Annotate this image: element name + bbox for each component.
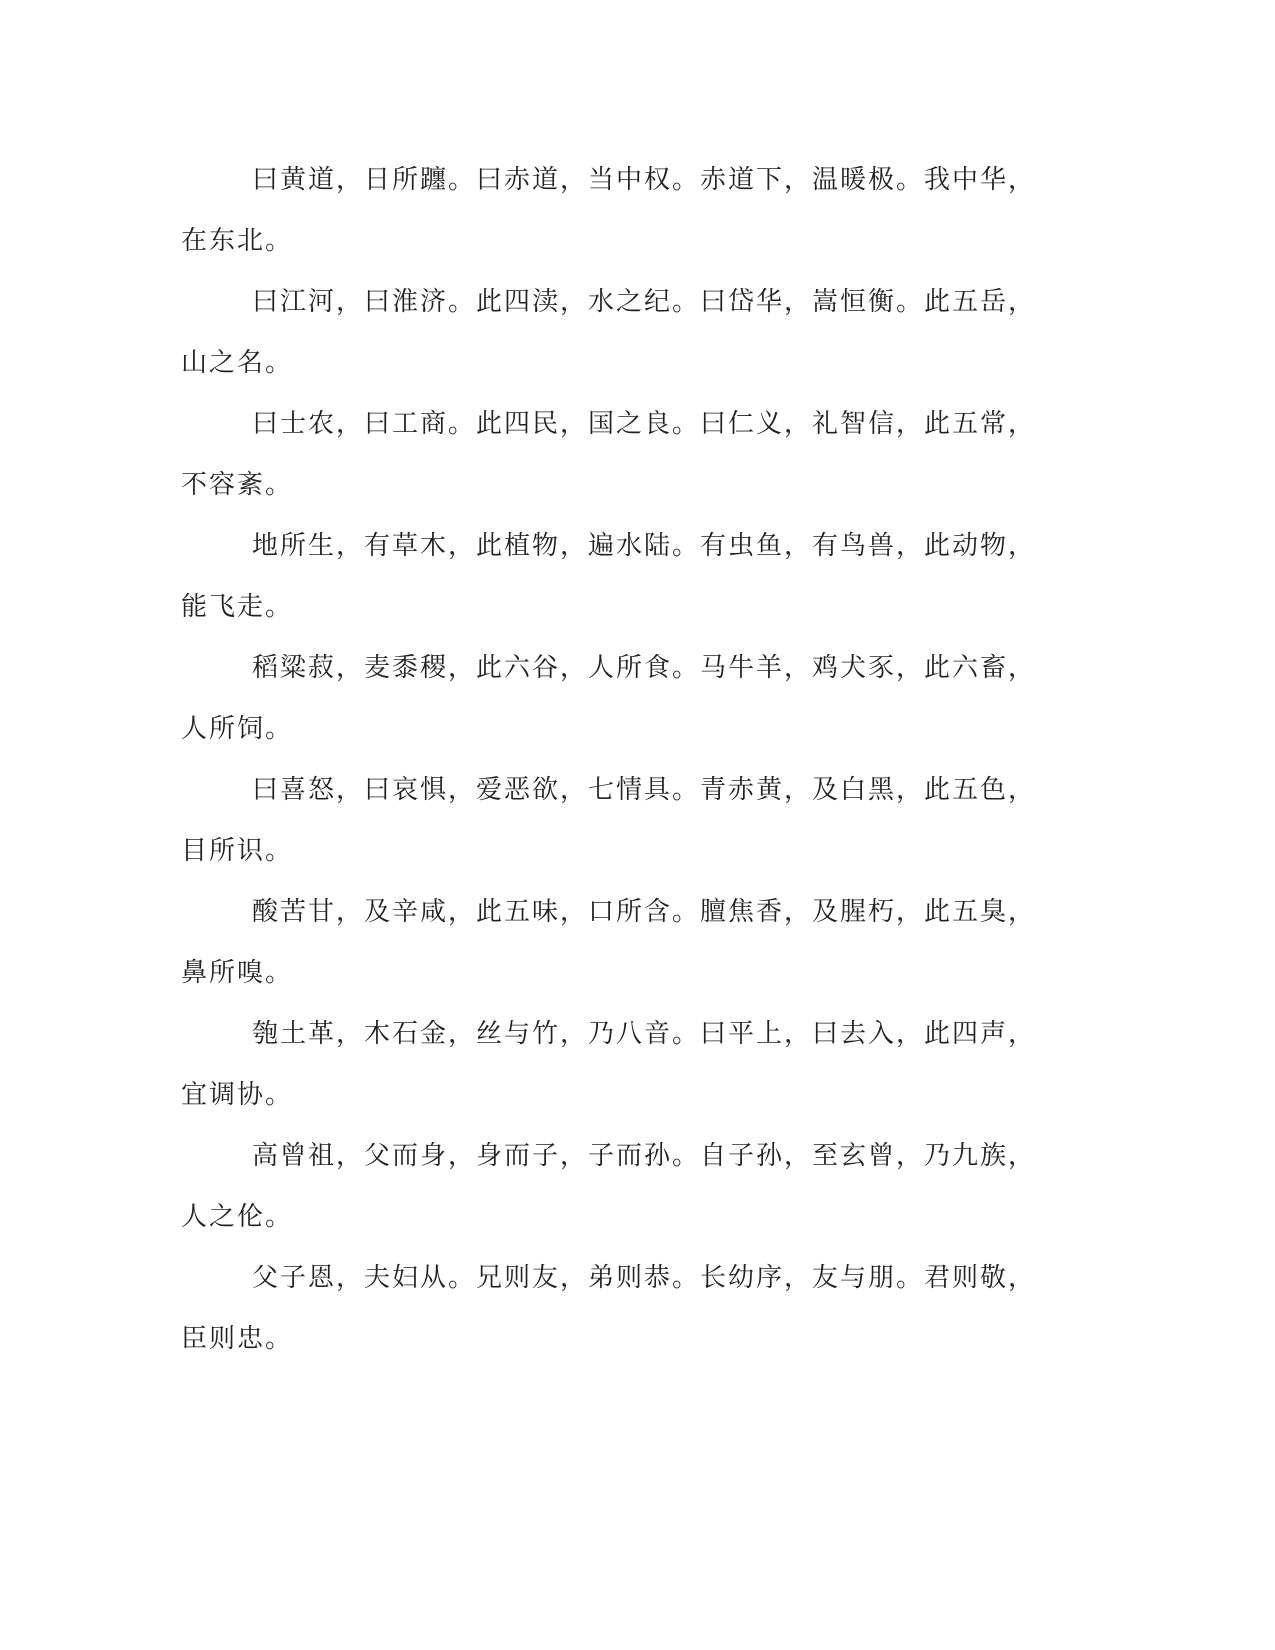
paragraph bbox=[181, 516, 1081, 638]
paragraph-line: 人之伦。 bbox=[181, 1202, 294, 1232]
paragraph bbox=[181, 882, 1081, 1004]
paragraph bbox=[181, 1004, 1081, 1126]
paragraph-line: 曰喜怒，曰哀惧，爱恶欲，七情具。青赤黄，及白黑，此五色， bbox=[252, 775, 1037, 805]
paragraph-line: 高曾祖，父而身，身而子，子而孙。自子孙，至玄曾，乃九族， bbox=[252, 1141, 1037, 1171]
paragraph-line: 曰士农，曰工商。此四民，国之良。曰仁义，礼智信，此五常， bbox=[252, 409, 1037, 439]
paragraph-line: 父子恩，夫妇从。兄则友，弟则恭。长幼序，友与朋。君则敬， bbox=[252, 1263, 1037, 1293]
paragraph-line: 能飞走。 bbox=[181, 592, 294, 622]
paragraph-line: 地所生，有草木，此植物，遍水陆。有虫鱼，有鸟兽，此动物， bbox=[252, 531, 1037, 561]
paragraph-line: 鼻所嗅。 bbox=[181, 958, 294, 988]
paragraph bbox=[181, 1126, 1081, 1248]
paragraph bbox=[181, 150, 1081, 272]
paragraph-line: 稻粱菽，麦黍稷，此六谷，人所食。马牛羊，鸡犬豕，此六畜， bbox=[252, 653, 1037, 683]
paragraph-line: 曰黄道，日所躔。曰赤道，当中权。赤道下，温暖极。我中华， bbox=[252, 165, 1037, 195]
paragraph-line: 在东北。 bbox=[181, 226, 294, 256]
paragraph bbox=[181, 638, 1081, 760]
paragraph bbox=[181, 394, 1081, 516]
paragraph-line: 匏土革，木石金，丝与竹，乃八音。曰平上，曰去入，此四声， bbox=[252, 1019, 1037, 1049]
paragraph-line: 目所识。 bbox=[181, 836, 294, 866]
paragraph-line: 不容紊。 bbox=[181, 470, 294, 500]
paragraph-line: 酸苦甘，及辛咸，此五味，口所含。膻焦香，及腥朽，此五臭， bbox=[252, 897, 1037, 927]
paragraph-line: 曰江河，曰淮济。此四渎，水之纪。曰岱华，嵩恒衡。此五岳， bbox=[252, 287, 1037, 317]
document-body bbox=[181, 150, 1081, 1370]
paragraph bbox=[181, 760, 1081, 882]
paragraph-line: 山之名。 bbox=[181, 348, 294, 378]
paragraph-line: 人所饲。 bbox=[181, 714, 294, 744]
paragraph-line: 臣则忠。 bbox=[181, 1324, 294, 1354]
paragraph bbox=[181, 1248, 1081, 1370]
paragraph bbox=[181, 272, 1081, 394]
paragraph-line: 宜调协。 bbox=[181, 1080, 294, 1110]
